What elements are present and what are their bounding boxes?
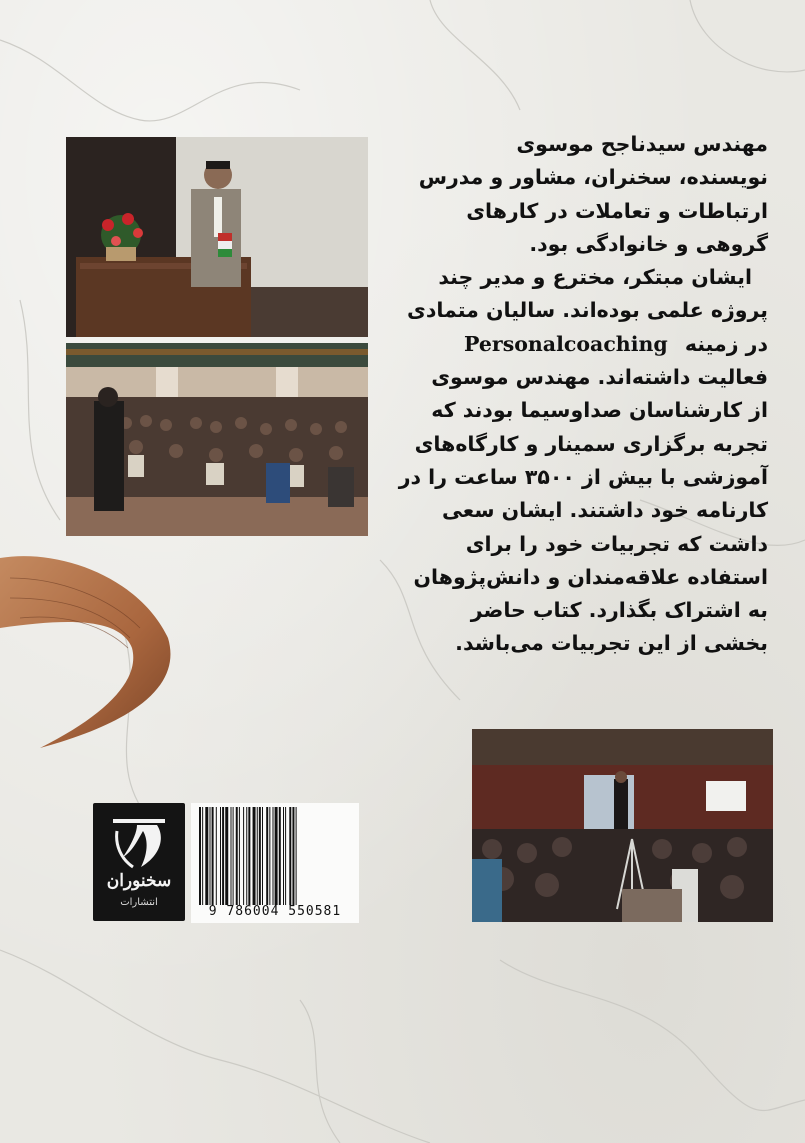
barcode-bars bbox=[199, 807, 351, 905]
barcode-bar bbox=[243, 807, 244, 905]
bio-line: داشت که تجربیات خود را برای bbox=[465, 531, 768, 556]
bio-line: گروهی و خانوادگی بود. bbox=[529, 231, 768, 256]
bio-line: از کارشناسان صداوسیما بودند که bbox=[431, 398, 768, 423]
isbn-barcode bbox=[191, 803, 359, 923]
bio-line: آموزشی با بیش از ۳۵۰۰ ساعت را در bbox=[398, 464, 768, 489]
barcode-bar bbox=[257, 807, 258, 905]
barcode-bar bbox=[225, 807, 228, 905]
barcode-bar bbox=[262, 807, 263, 905]
barcode-bar bbox=[202, 807, 203, 905]
bio-text: در زمینه bbox=[684, 331, 768, 356]
barcode-bar bbox=[212, 807, 214, 905]
barcode-bar bbox=[289, 807, 291, 905]
bio-line: نویسنده، سخنران، مشاور و مدرس bbox=[418, 165, 768, 190]
barcode-bar bbox=[248, 807, 250, 905]
barcode-bar bbox=[279, 807, 281, 905]
bio-line-coaching bbox=[378, 328, 768, 361]
bio-line: بخشی از این تجربیات می‌باشد. bbox=[455, 631, 768, 656]
isbn-number: 9 786004 550581 bbox=[208, 904, 342, 919]
barcode-bar bbox=[275, 807, 278, 905]
bio-line: پروژه علمی بوده‌اند. سالیان متمادی bbox=[407, 298, 768, 323]
bio-line: تجربه برگزاری سمینار و کارگاه‌های bbox=[414, 431, 768, 456]
publisher-prefix: انتشارات bbox=[120, 897, 158, 908]
barcode-bar bbox=[231, 807, 232, 905]
barcode-bar bbox=[233, 807, 234, 905]
seminar-audience-photo bbox=[66, 343, 368, 536]
bio-line: ارتباطات و تعاملات در کارهای bbox=[466, 198, 768, 223]
bio-line: فعالیت داشته‌اند. مهندس موسوی bbox=[431, 365, 768, 390]
barcode-bar bbox=[199, 807, 201, 905]
barcode-bar bbox=[283, 807, 284, 905]
barcode-bar bbox=[236, 807, 238, 905]
barcode-bar bbox=[266, 807, 268, 905]
barcode-bar bbox=[246, 807, 247, 905]
barcode-bar bbox=[269, 807, 270, 905]
barcode-bar bbox=[273, 807, 274, 905]
horn-illustration bbox=[0, 548, 180, 758]
bio-line: کارنامه خود داشتند. ایشان سعی bbox=[442, 498, 768, 523]
bio-line: مهندس سیدناجح موسوی bbox=[516, 132, 768, 156]
author-biography bbox=[378, 128, 768, 661]
barcode-bar bbox=[296, 807, 297, 905]
barcode-bar bbox=[259, 807, 261, 905]
barcode-bar bbox=[239, 807, 240, 905]
bio-line: به اشتراک بگذارد. کتاب حاضر bbox=[470, 598, 768, 623]
barcode-bar bbox=[205, 807, 208, 905]
barcode-bar bbox=[253, 807, 256, 905]
barcode-bar bbox=[210, 807, 211, 905]
barcode-bar bbox=[292, 807, 294, 905]
barcode-bar bbox=[285, 807, 286, 905]
bio-line: استفاده علاقه‌مندان و دانش‌پژوهان bbox=[413, 564, 768, 589]
coaching-term: Personalcoaching bbox=[463, 331, 668, 356]
barcode-bar bbox=[222, 807, 224, 905]
publisher-name: سخنوران bbox=[106, 871, 172, 891]
barcode-bar bbox=[216, 807, 217, 905]
speaker-podium-photo bbox=[66, 137, 368, 337]
presentation-hall-photo bbox=[472, 729, 773, 922]
publisher-logo bbox=[93, 803, 185, 921]
bio-line: ایشان مبتکر، مخترع و مدیر چند bbox=[438, 265, 752, 290]
barcode-bar bbox=[220, 807, 221, 905]
